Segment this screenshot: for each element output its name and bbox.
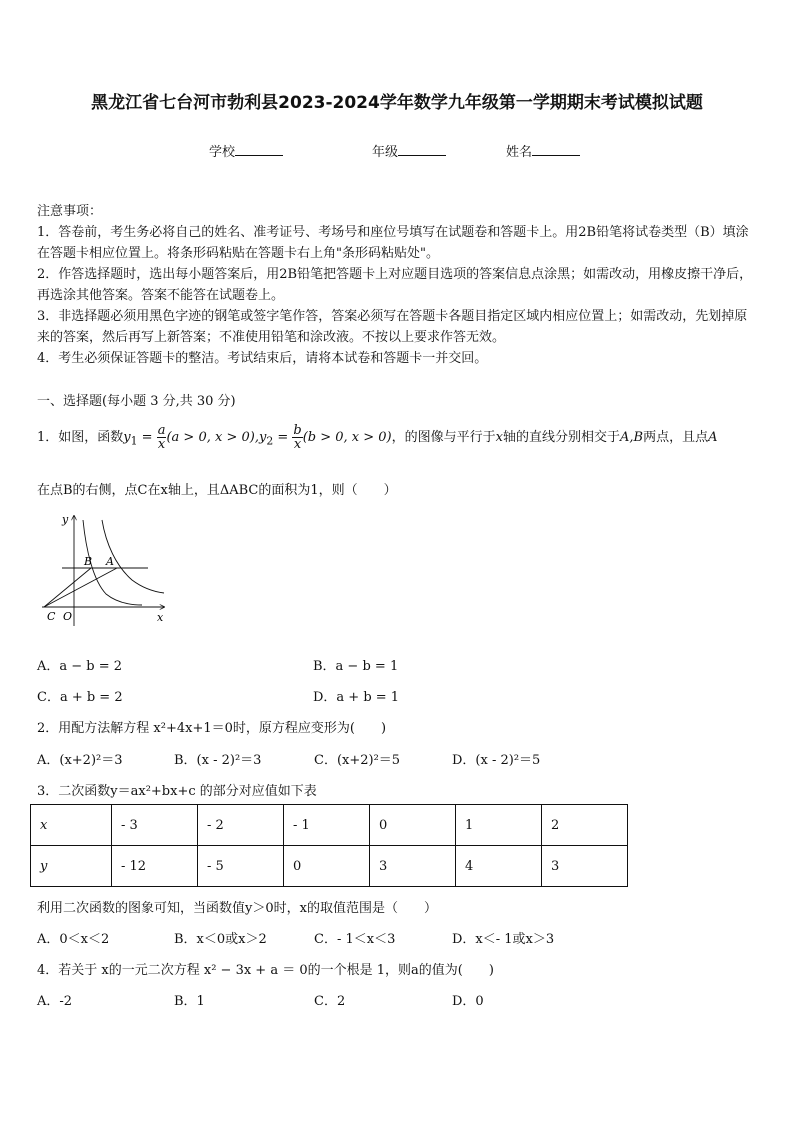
school-label: 学校 xyxy=(209,145,236,160)
q3-option-b: B．x＜0或x＞2 xyxy=(174,932,267,947)
q1-eq1: = xyxy=(137,430,157,445)
page-title: 黑龙江省七台河市勃利县2023-2024学年数学九年级第一学期期末考试模拟试题 xyxy=(91,93,703,113)
q3-option-a: A．0＜x＜2 xyxy=(37,932,110,947)
q2-option-b: B．(x - 2)²＝3 xyxy=(174,753,262,768)
school-field xyxy=(209,141,283,160)
q1-option-b: B．a − b = 1 xyxy=(313,659,399,674)
segment-ca xyxy=(44,568,117,607)
q1-prefix: 1．如图，函数 xyxy=(37,430,124,445)
table-cell: 3 xyxy=(542,846,628,887)
q1-stem xyxy=(37,424,717,451)
fig-label-c: C xyxy=(47,610,56,623)
q3-stem: 3．二次函数y＝ax²+bx+c 的部分对应值如下表 xyxy=(37,784,317,799)
table-cell: y xyxy=(31,846,112,887)
q1-cond1: (a > 0, x > 0), xyxy=(166,430,259,445)
q1-frac-a-num: a xyxy=(157,423,166,438)
q1-y2: y xyxy=(258,430,267,445)
q2-stem: 2．用配方法解方程 x²+4x+1＝0时，原方程应变形为( ) xyxy=(37,721,387,736)
q1-frac-a-den: x xyxy=(157,437,166,452)
q1-line2: 在点B的右侧，点C在x轴上，且ΔABC的面积为1，则（ ） xyxy=(37,483,397,498)
table-cell: - 5 xyxy=(198,846,284,887)
q1-xaxis: x xyxy=(495,430,503,445)
fig-label-o: O xyxy=(63,610,73,623)
school-blank xyxy=(235,143,283,156)
q3-option-d: D．x＜- 1或x＞3 xyxy=(452,932,555,947)
table-cell: 0 xyxy=(370,805,456,846)
table-cell: 2 xyxy=(542,805,628,846)
q1-option-d: D．a + b = 1 xyxy=(313,690,400,705)
q4-option-b: B．1 xyxy=(174,994,205,1009)
q1-sub1: 1 xyxy=(130,434,138,448)
q3-option-c: C．- 1＜x＜3 xyxy=(314,932,396,947)
q1-option-a: A．a − b = 2 xyxy=(37,659,123,674)
q1-after3: 两点，且点 xyxy=(643,430,709,445)
grade-field xyxy=(372,141,446,160)
table-cell: x xyxy=(31,805,112,846)
fig-label-b: B xyxy=(84,555,93,568)
q4-option-a: A．-2 xyxy=(37,994,73,1009)
q1-frac-a xyxy=(157,424,167,451)
q4-option-c: C．2 xyxy=(314,994,346,1009)
notice-item-1: 1．答卷前，考生务必将自己的姓名、准考证号、考场号和座位号填写在试题卷和答题卡上。用2B铅笔将试卷类型（B）填涂在答题卡相应位置上。将条形码粘贴在答题卡右上角"条形码粘贴处"。 xyxy=(37,225,749,261)
q1-y1: y xyxy=(123,430,131,445)
table-cell: - 12 xyxy=(112,846,198,887)
q1-option-c: C．a + b = 2 xyxy=(37,690,123,705)
notice-item-4: 4．考生必须保证答题卡的整洁。考试结束后，请将本试卷和答题卡一并交回。 xyxy=(37,351,488,366)
notice-item-2: 2．作答选择题时，选出每小题答案后，用2B铅笔把答题卡上对应题目选项的答案信息点涂黑；如需改动，用橡皮擦干净后，再选涂其他答案。答案不能答在试题卷上。 xyxy=(37,267,753,303)
table-row-x xyxy=(31,805,628,846)
q1-figure xyxy=(38,510,172,628)
q1-after: ，的图像与平行于 xyxy=(391,430,496,445)
q4-stem: 4．若关于 x的一元二次方程 x² − 3x + a ＝ 0的一个根是 1，则a的值为( ) xyxy=(37,963,494,978)
notice-heading: 注意事项： xyxy=(37,204,103,219)
name-blank xyxy=(532,143,580,156)
fig-label-a: A xyxy=(106,555,114,568)
q2-option-c: C．(x+2)²＝5 xyxy=(314,753,401,768)
table-cell: 4 xyxy=(456,846,542,887)
q1-point-a: A xyxy=(708,430,718,445)
q1-sub2: 2 xyxy=(266,434,274,448)
table-cell: 0 xyxy=(284,846,370,887)
table-cell: 3 xyxy=(370,846,456,887)
q3-value-table xyxy=(30,804,628,887)
q1-frac-b xyxy=(292,424,302,451)
table-cell: - 2 xyxy=(198,805,284,846)
table-cell: - 1 xyxy=(284,805,370,846)
fig-label-x: x xyxy=(157,611,164,624)
q1-cond2: (b > 0, x > 0) xyxy=(302,430,392,445)
q1-eq2: = xyxy=(273,430,293,445)
table-cell: 1 xyxy=(456,805,542,846)
table-cell: - 3 xyxy=(112,805,198,846)
q2-option-d: D．(x - 2)²＝5 xyxy=(452,753,541,768)
q1-frac-b-den: x xyxy=(293,437,302,452)
q1-ab: A,B xyxy=(620,430,644,445)
segment-cb xyxy=(44,568,91,607)
grade-label: 年级 xyxy=(372,145,399,160)
grade-blank xyxy=(398,143,446,156)
q1-frac-b-num: b xyxy=(293,423,302,438)
fig-label-y: y xyxy=(62,513,69,526)
q1-after2: 轴的直线分别相交于 xyxy=(502,430,620,445)
notice-item-3: 3．非选择题必须用黑色字迹的钢笔或签字笔作答，答案必须写在答题卡各题目指定区域内相应位置上；如需改动，先划掉原来的答案，然后再写上新答案；不准使用铅笔和涂改液。不按以上要求作答无效。 xyxy=(37,309,748,345)
q4-option-d: D．0 xyxy=(452,994,484,1009)
name-field xyxy=(506,141,580,160)
q2-option-a: A．(x+2)²＝3 xyxy=(37,753,123,768)
q3-question: 利用二次函数的图象可知，当函数值y＞0时，x的取值范围是（ ） xyxy=(37,901,437,916)
section-title: 一、选择题(每小题 3 分,共 30 分) xyxy=(37,394,236,409)
name-label: 姓名 xyxy=(506,145,533,160)
table-row-y xyxy=(31,846,628,887)
